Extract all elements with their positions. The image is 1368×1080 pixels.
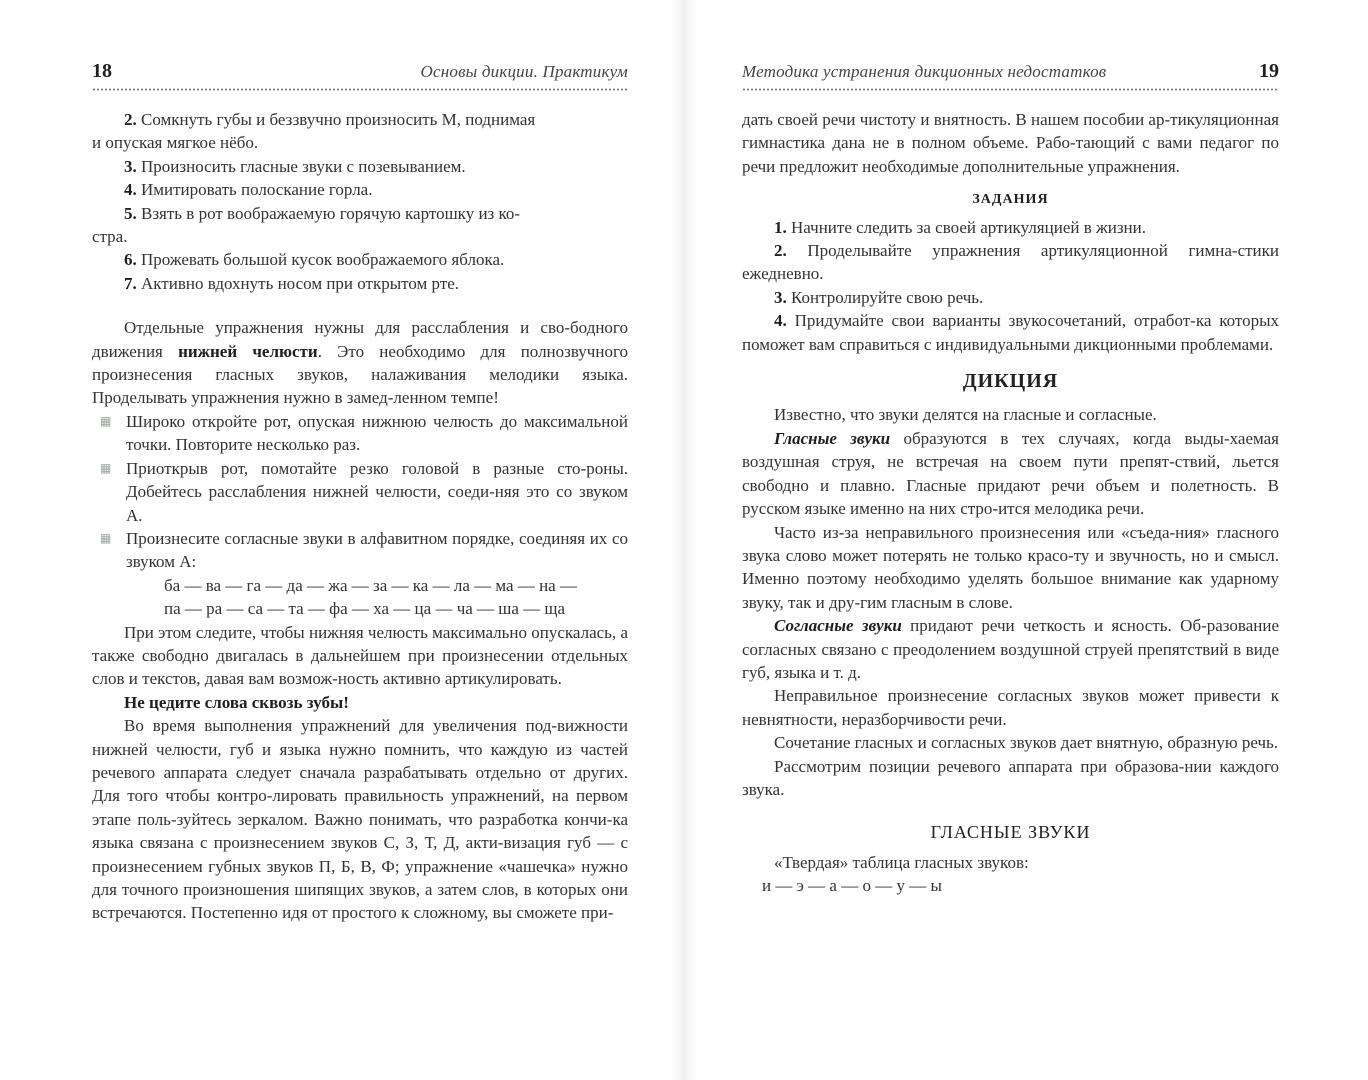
paragraph: Часто из-за неправильного произнесения или «съеда-ния» гласного звука слово может потерять не только красо-ту и звучность, но и смысл. Именно поэтому необходимо уделять большое внимание как ударному звуку, так и дру-гим гласным в слове. <box>742 522 1279 612</box>
tasks-heading: ЗАДАНИЯ <box>972 192 1049 208</box>
table-caption: «Твердая» таблица гласных звуков: <box>774 852 1029 872</box>
page-number: 18 <box>92 60 112 82</box>
exercise-item: 5. Взять в рот воображаемую горячую картошку из ко- <box>124 203 521 223</box>
task-item: 2. Проделывайте упражнения артикуляционной гимна-стики ежедневно. <box>742 241 1280 284</box>
exercise-item: 3. Произносить гласные звуки с позевыванием. <box>124 156 466 176</box>
book-gutter <box>670 0 698 1080</box>
header-dotted-rule <box>92 88 628 91</box>
exercise-item-continued: и опуская мягкое нёбо. <box>92 133 259 153</box>
task-item: 1. Начните следить за своей артикуляцией в жизни. <box>774 217 1146 237</box>
running-title: Методика устранения дикционных недостатков <box>742 62 1107 81</box>
syllable-row: ба — ва — га — да — жа — за — ка — ла — ма — на — <box>164 575 577 595</box>
syllable-row: па — ра — са — та — фа — ха — ца — ча — ша — ща <box>164 599 566 619</box>
paragraph: Гласные звуки образуются в тех случаях, когда выды-хаемая воздушная струя, не встречая на своем пути препят-ствий, льется свободно и плавно. Гласные придают речи объем и полетность. В русском языке именно на них стро-ится мелодика речи. <box>742 428 1279 519</box>
intro-paragraph: дать своей речи чистоту и внятность. В нашем пособии ар-тикуляционная гимнастика дана не в полном объеме. Рабо-тающий с вами педагог по речи предложит необходимые дополнительные упражнения. <box>742 110 1279 176</box>
subsection-heading: ГЛАСНЫЕ ЗВУКИ <box>930 822 1091 843</box>
hard-vowels-row: и — э — а — о — у — ы <box>762 876 942 896</box>
exercise-item: 7. Активно вдохнуть носом при открытом рте. <box>124 273 460 293</box>
paragraph: Согласные звуки придают речи четкость и ясность. Об-разование согласных связано с преодолением воздушной струей препятствий в виде губ, языка и т. д. <box>742 616 1280 682</box>
section-heading: ДИКЦИЯ <box>962 370 1059 393</box>
follow-paragraph: При этом следите, чтобы нижняя челюсть максимально опускалась, а также свободно двигалась в дальнейшем при произнесении отдельных слов и текстов, давая вам возмож-ность активно артикулировать. <box>92 622 628 689</box>
page-number: 19 <box>1259 60 1279 82</box>
right-page-header <box>742 60 1279 86</box>
bullet-icon: ▦ <box>100 413 112 428</box>
exercise-item: 4. Имитировать полоскание горла. <box>124 180 373 200</box>
exercise-item: 2. Сомкнуть губы и беззвучно произносить М, поднимая <box>124 110 536 129</box>
paragraph: Рассмотрим позиции речевого аппарата при образова-нии каждого звука. <box>742 756 1279 799</box>
task-item: 4. Придумайте свои варианты звукосочетаний, отработ-ка которых поможет вам справиться с индивидуальными дикционными проблемами. <box>742 311 1279 354</box>
exercise-item-continued: стра. <box>92 227 128 247</box>
right-page-body <box>742 108 1279 898</box>
header-dotted-rule <box>742 88 1279 91</box>
bullet-item: ▦ Широко откройте рот, опуская нижнюю челюсть до максимальной точки. Повторите несколько раз. <box>100 411 628 455</box>
bullet-icon: ▦ <box>100 530 112 545</box>
final-paragraph: Во время выполнения упражнений для увеличения под-вижности нижней челюсти, губ и языка нужно помнить, что каждую из частей речевого аппарата следует сначала разрабатывать отдельно от других. Для того чтобы контро-лировать правильность упражнений, на первом этапе поль-зуйтесь зеркалом. Важно понимать, что разработка кончи-ка языка связана с произнесением звуков С, З, Т, Д, акти-визация губ — с произнесением губных звуков П, Б, В, Ф; упражнение «чашечка» нужно для точного произношения шипящих звуков, а затем слов, в которых они встречаются. Постепенно идя от простого к сложному, вы сможете при- <box>92 716 628 923</box>
bold-callout: Не цедите слова сквозь зубы! <box>124 692 349 712</box>
right-page <box>684 0 1368 1080</box>
bullet-icon: ▦ <box>100 460 112 475</box>
exercise-item: 6. Прожевать большой кусок воображаемого яблока. <box>124 250 505 270</box>
jaw-paragraph: Отдельные упражнения нужны для расслабления и сво-бодного движения нижней челюсти. Это необходимо для полнозвучного произнесения гласных звуков, налаживания мелодики языка. Проделывать упражнения нужно в замед-ленном темпе! <box>92 318 629 408</box>
running-title: Основы дикции. Практикум <box>420 62 628 81</box>
left-page-header <box>92 60 628 86</box>
task-item: 3. Контролируйте свою речь. <box>774 287 984 307</box>
paragraph: Сочетание гласных и согласных звуков дает внятную, образную речь. <box>774 733 1279 753</box>
bullet-item: ▦ Приоткрыв рот, помотайте резко головой в разные сто-роны. Добейтесь расслабления нижней челюсти, соеди-няя это со звуком А. <box>100 458 628 525</box>
paragraph: Известно, что звуки делятся на гласные и согласные. <box>774 405 1157 425</box>
paragraph: Неправильное произнесение согласных звуков может привести к невнятности, неразборчивости речи. <box>742 686 1279 729</box>
left-page-body <box>92 108 628 925</box>
bullet-item: ▦ Произнесите согласные звуки в алфавитном порядке, соединяя их со звуком А: <box>100 528 628 572</box>
